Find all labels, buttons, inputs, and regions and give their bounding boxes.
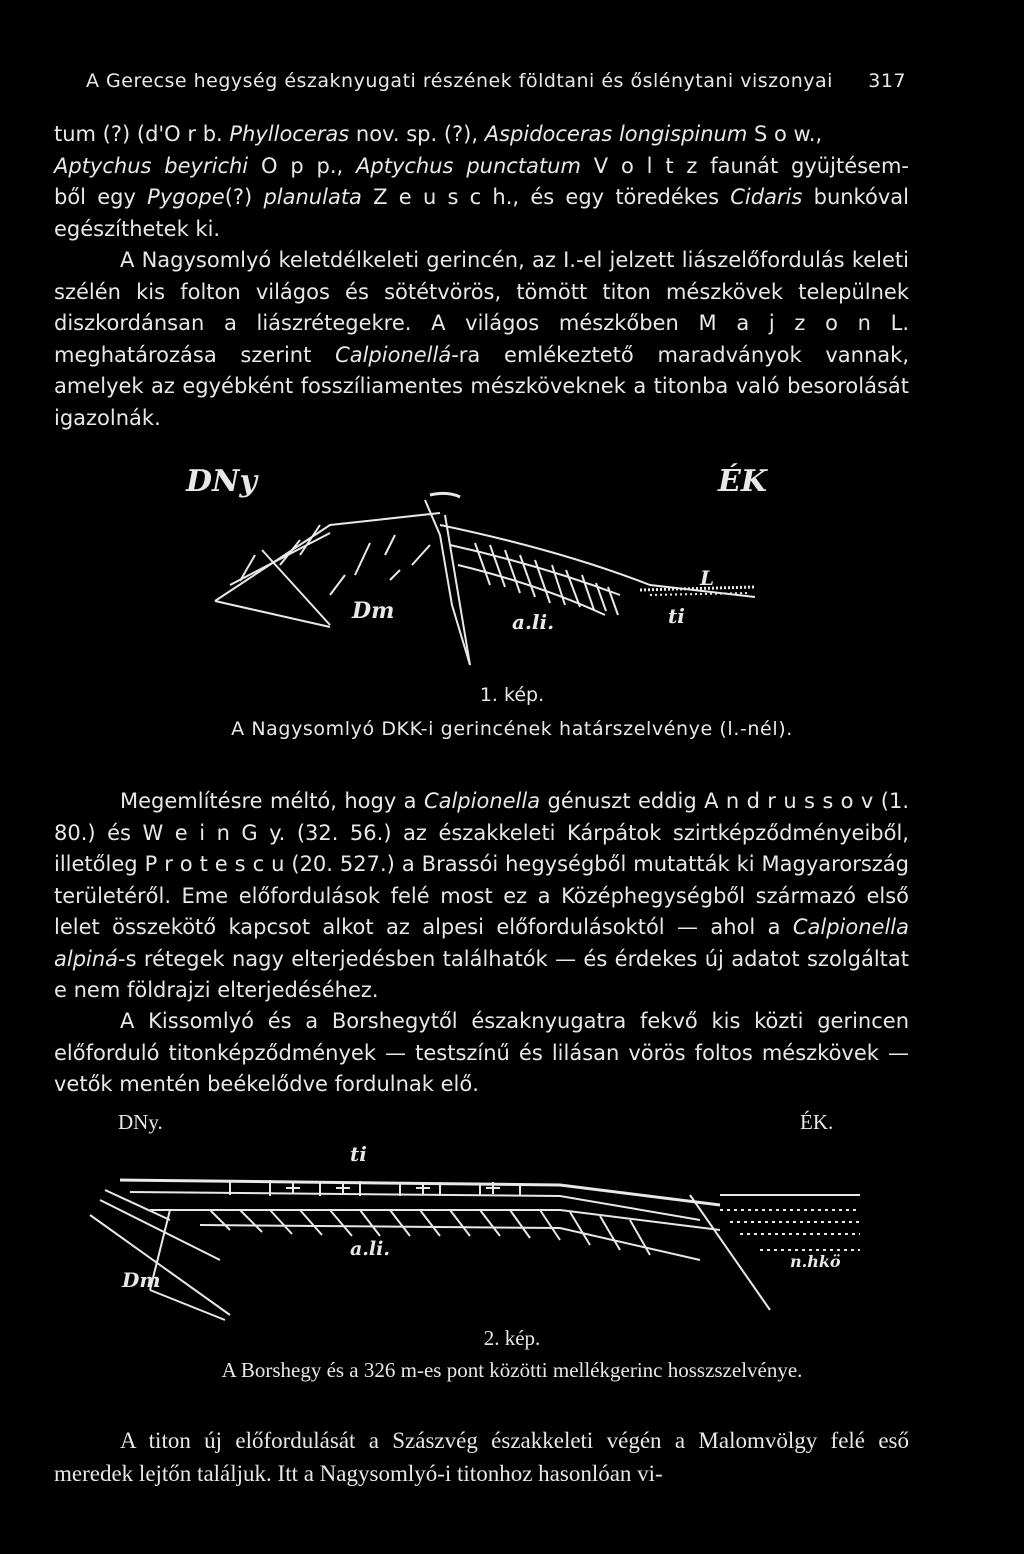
paragraph-5: [54, 1424, 909, 1490]
running-head: [86, 70, 906, 92]
text: ből egy: [54, 185, 136, 209]
text: tum (?) (d'O r b.: [54, 122, 223, 146]
figure-1-label-dm: Dm: [352, 598, 395, 624]
figure-1-label-ali: a.li.: [512, 610, 555, 634]
text: (?): [224, 185, 253, 209]
figure-2-label-dny: DNy.: [118, 1110, 163, 1134]
species-name: Aspidoceras longispinum: [484, 122, 748, 146]
figure-2-caption: A Borshegy és a 326 m-es pont közötti mellékgerinc hosszszelvénye.: [221, 1358, 803, 1382]
figure-2-label-ti: ti: [350, 1142, 367, 1166]
author-name: O p p.,: [260, 153, 344, 178]
paragraph-4-text: A Kissomlyó és a Borshegytől északnyugatra fekvő kis közti gerincen előforduló titonképződmények — testszínű és lilásan vörös foltos mészkövek — vetők mentén beékelődve fordulnak elő.: [54, 1009, 909, 1096]
figure-2-label-ali: a.li.: [350, 1238, 390, 1260]
figure-1-label-l: L: [700, 566, 715, 590]
paragraph-3-text: [54, 786, 909, 1007]
text: V o l t z faunát gyüjtésem-: [593, 153, 910, 178]
figure-1-strata: [215, 493, 755, 665]
genus-name: Calpionella alpiná: [54, 915, 909, 971]
text: Megemlítésre méltó, hogy a: [120, 789, 417, 813]
species-name: planulata: [263, 185, 362, 209]
figure-2-strata: [90, 1180, 860, 1320]
paragraph-4: [54, 1006, 909, 1101]
author-name: M a j z o n L.: [698, 311, 909, 335]
figure-1-number: 1. kép.: [479, 684, 545, 706]
genus-name: Calpionella: [423, 789, 541, 813]
text: -ra emlékeztető maradványok vannak, amelyek az egyébként fosszíliamentes mészköveknek a titonba való besorolását igazolnák.: [54, 342, 909, 430]
species-name: Aptychus punctatum: [356, 153, 581, 178]
text: génuszt eddig: [547, 789, 697, 813]
page-number: 317: [868, 70, 906, 92]
genus-name: Pygope: [147, 185, 225, 209]
text: A Nagysomlyó keletdélkeleti gerincén, az I.-el jelzett liászelőfordulás keleti szélén kis folton világos és sötétvörös, tömött titon mészkövek települnek diszkordánsan a liászrétegekre. A világos mészkőben: [54, 248, 909, 335]
author-name: W e i n G y.: [142, 820, 286, 845]
figure-2-number: 2. kép.: [483, 1326, 541, 1350]
figure-2-cross-section: [0, 1150, 1024, 1330]
figure-1-caption: A Nagysomlyó DKK-i gerincének határszelvénye (l.-nél).: [231, 718, 793, 740]
figure-1-label-ek: ÉK: [718, 464, 767, 499]
paragraph-2: [54, 245, 909, 434]
running-head-title: A Gerecse hegység északnyugati részének földtani és őslénytani viszonyai: [86, 70, 833, 92]
figure-1-label-dny: DNy: [186, 464, 257, 499]
author-name: S o w.,: [754, 122, 823, 146]
genus-name: Calpionellá: [335, 342, 452, 367]
paragraph-1-line-1: [54, 119, 909, 151]
text: meghatározása szerint: [54, 342, 312, 367]
text: (20. 527.) a Brassói hegységből mutatták ki Magyarország területéről. Eme előfordulások felé most ez a Középhegységből származó első lelet összekötő kapcsot alkot az alpesi előfordulásoktól — ahol a: [54, 852, 909, 939]
paragraph-5-text: A titon új előfordulását a Szászvég északkeleti végén a Malomvölgy felé eső meredek lejtőn találjuk. Itt a Nagysomlyó-i titonhoz hasonlóan vi-: [54, 1428, 909, 1486]
text: -s rétegek nagy elterjedésben találhatók — és érdekes új adatot szolgáltat e nem földrajzi elterjedéséhez.: [54, 946, 909, 1002]
paragraph-1-line-4: egészíthetek ki.: [54, 216, 221, 241]
paragraph-1-line-3: [54, 182, 909, 214]
paragraph-3: [54, 786, 909, 1007]
figure-2-label-dm: Dm: [122, 1268, 161, 1292]
genus-name: Cidaris: [730, 185, 803, 209]
text: nov. sp. (?),: [355, 122, 479, 146]
text: Z e u s c h., és egy töredékes: [373, 185, 720, 209]
text: (1. 80.) és: [54, 789, 909, 845]
text: (32. 56.) az északkeleti Kárpátok szirtképződményeiből, illetőleg: [54, 820, 909, 876]
figure-2-label-nhk: n.hkö: [790, 1252, 841, 1271]
author-name: P r o t e s c u: [144, 852, 285, 876]
paragraph-1: [54, 119, 909, 245]
paragraph-1-line-2: [54, 151, 909, 183]
genus-name: Phylloceras: [229, 122, 350, 146]
figure-1-label-ti: ti: [668, 604, 685, 628]
text: bunkóval: [813, 185, 909, 209]
paragraph-2-text: [54, 245, 909, 434]
species-name: Aptychus beyrichi: [54, 153, 249, 178]
author-name: A n d r u s s o v: [704, 789, 874, 813]
figure-2-label-ek: ÉK.: [800, 1110, 834, 1134]
